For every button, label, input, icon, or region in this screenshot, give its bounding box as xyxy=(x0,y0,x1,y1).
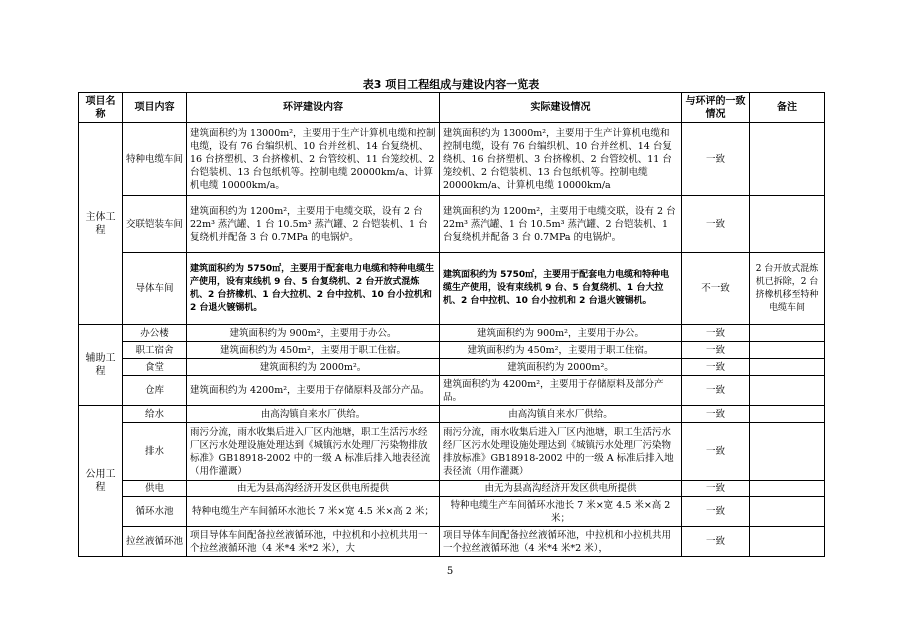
actual-cell: 建筑面积约为 2000m²。 xyxy=(440,359,682,376)
eia-cell: 建筑面积约为 450m²，主要用于职工住宿。 xyxy=(187,342,440,359)
consistency-cell: 一致 xyxy=(682,497,750,527)
table-row xyxy=(79,196,825,253)
eia-cell: 建筑面积约为 4200m²，主要用于存储原料及部分产品。 xyxy=(187,376,440,406)
header-project-name: 项目名称 xyxy=(79,93,123,123)
eia-cell: 由无为县高沟经济开发区供电所提供 xyxy=(187,481,440,497)
header-project-content: 项目内容 xyxy=(123,93,187,123)
remark-cell xyxy=(750,497,825,527)
actual-cell: 建筑面积约为 13000m²，主要用于生产计算机电缆和控制电缆，设有 76 台编织机、10 台并丝机、14 台复绕机、16 台挤塑机、3 台挤橡机、2 台管绞机、11 台笼绞机、2 台铠装机、13 台包纸机等。控制电缆 20000km/a、计算机电缆 10000km/a xyxy=(440,123,682,196)
item-cell: 供电 xyxy=(123,481,187,497)
eia-cell: 建筑面积约为 5750㎡，主要用于配套电力电缆和特种电缆生产使用，设有束线机 9 台、5 台复绕机、2 台开放式混炼机、2 台挤橡机、1 台大拉机、2 台中拉机、10 台小拉机和 2 台退火镀锡机。 xyxy=(187,253,440,325)
actual-cell: 建筑面积约为 450m²，主要用于职工住宿。 xyxy=(440,342,682,359)
page-number: 5 xyxy=(446,566,454,577)
consistency-cell: 一致 xyxy=(682,123,750,196)
consistency-cell: 一致 xyxy=(682,423,750,481)
table-row xyxy=(79,253,825,325)
table-caption: 表3 项目工程组成与建设内容一览表 xyxy=(362,78,540,91)
item-cell: 循环水池 xyxy=(123,497,187,527)
header-actual-construction: 实际建设情况 xyxy=(440,93,682,123)
header-remarks: 备注 xyxy=(750,93,825,123)
eia-cell: 由高沟镇自来水厂供给。 xyxy=(187,406,440,423)
table-row xyxy=(79,423,825,481)
category-cell: 主体工程 xyxy=(79,123,123,325)
item-cell: 职工宿舍 xyxy=(123,342,187,359)
item-cell: 特种电缆车间 xyxy=(123,123,187,196)
item-cell: 给水 xyxy=(123,406,187,423)
remark-cell xyxy=(750,376,825,406)
actual-cell: 建筑面积约为 5750㎡，主要用于配套电力电缆和特种电缆生产使用，设有束线机 9 台、5 台复绕机、1 台大拉机、2 台中拉机、10 台小拉机和 2 台退火镀锡机。 xyxy=(440,253,682,325)
actual-cell: 建筑面积约为 1200m²，主要用于电缆交联，设有 2 台 22m³ 蒸汽罐、1 台 10.5m³ 蒸汽罐、2 台铠装机、1 台复绕机并配备 3 台 0.7MPa 的电锅炉。 xyxy=(440,196,682,253)
remark-cell xyxy=(750,342,825,359)
actual-cell: 特种电缆生产车间循环水池长 7 米×宽 4.5 米×高 2 米； xyxy=(440,497,682,527)
consistency-cell: 一致 xyxy=(682,359,750,376)
table-row xyxy=(79,481,825,497)
item-cell: 交联铠装车间 xyxy=(123,196,187,253)
consistency-cell: 一致 xyxy=(682,376,750,406)
actual-cell: 建筑面积约为 4200m²，主要用于存储原料及部分产品。 xyxy=(440,376,682,406)
eia-cell: 特种电缆生产车间循环水池长 7 米×宽 4.5 米×高 2 米； xyxy=(187,497,440,527)
table-row xyxy=(79,376,825,406)
eia-cell: 建筑面积约为 900m²，主要用于办公。 xyxy=(187,325,440,342)
project-composition-table xyxy=(78,92,825,557)
consistency-cell: 一致 xyxy=(682,196,750,253)
actual-cell: 雨污分流，雨水收集后进入厂区内池塘，职工生活污水经厂区污水处理设施处理达到《城镇污水处理厂污染物排放标准》GB18918-2002 中的一级 A 标准后排入地表径流（用作灌溉） xyxy=(440,423,682,481)
remark-cell xyxy=(750,123,825,196)
eia-cell: 建筑面积约为 2000m²。 xyxy=(187,359,440,376)
remark-cell xyxy=(750,359,825,376)
category-cell: 辅助工程 xyxy=(79,325,123,406)
item-cell: 排水 xyxy=(123,423,187,481)
table-row xyxy=(79,527,825,557)
eia-cell: 建筑面积约为 1200m²，主要用于电缆交联，设有 2 台 22m³ 蒸汽罐、1 台 10.5m³ 蒸汽罐、2 台铠装机、1 台复绕机并配备 3 台 0.7MPa 的电锅炉。 xyxy=(187,196,440,253)
actual-cell: 建筑面积约为 900m²，主要用于办公。 xyxy=(440,325,682,342)
table-row xyxy=(79,497,825,527)
actual-cell: 项目导体车间配备拉丝液循环池，中拉机和小拉机共用一个拉丝液循环池（4 米*4 米*2 米）， xyxy=(440,527,682,557)
table-row xyxy=(79,123,825,196)
table-row xyxy=(79,325,825,342)
remark-cell xyxy=(750,196,825,253)
consistency-cell: 一致 xyxy=(682,481,750,497)
table-row xyxy=(79,359,825,376)
item-cell: 仓库 xyxy=(123,376,187,406)
actual-cell: 由无为县高沟经济开发区供电所提供 xyxy=(440,481,682,497)
consistency-cell: 一致 xyxy=(682,527,750,557)
remark-cell xyxy=(750,527,825,557)
item-cell: 拉丝液循环池 xyxy=(123,527,187,557)
category-cell: 公用工程 xyxy=(79,406,123,557)
remark-cell xyxy=(750,325,825,342)
remark-cell: 2 台开放式混炼机已拆除，2 台挤橡机移至特种电缆车间 xyxy=(750,253,825,325)
eia-cell: 雨污分流，雨水收集后进入厂区内池塘，职工生活污水经厂区污水处理设施处理达到《城镇污水处理厂污染物排放标准》GB18918-2002 中的一级 A 标准后排入地表径流（用作灌溉） xyxy=(187,423,440,481)
header-consistency: 与环评的一致情况 xyxy=(682,93,750,123)
table-row xyxy=(79,406,825,423)
consistency-cell: 一致 xyxy=(682,342,750,359)
item-cell: 导体车间 xyxy=(123,253,187,325)
consistency-cell: 不一致 xyxy=(682,253,750,325)
table-row xyxy=(79,342,825,359)
remark-cell xyxy=(750,423,825,481)
remark-cell xyxy=(750,481,825,497)
remark-cell xyxy=(750,406,825,423)
actual-cell: 由高沟镇自来水厂供给。 xyxy=(440,406,682,423)
item-cell: 办公楼 xyxy=(123,325,187,342)
consistency-cell: 一致 xyxy=(682,406,750,423)
header-eia-content: 环评建设内容 xyxy=(187,93,440,123)
eia-cell: 建筑面积约为 13000m²，主要用于生产计算机电缆和控制电缆，设有 76 台编织机、10 台并丝机、14 台复绕机、16 台挤塑机、3 台挤橡机、2 台管绞机、11 台笼绞机、2 台铠装机、13 台包纸机等。控制电缆 20000km/a、计算机电缆 10000km/a。 xyxy=(187,123,440,196)
eia-cell: 项目导体车间配备拉丝液循环池，中拉机和小拉机共用一个拉丝液循环池（4 米*4 米*2 米），大 xyxy=(187,527,440,557)
consistency-cell: 一致 xyxy=(682,325,750,342)
item-cell: 食堂 xyxy=(123,359,187,376)
